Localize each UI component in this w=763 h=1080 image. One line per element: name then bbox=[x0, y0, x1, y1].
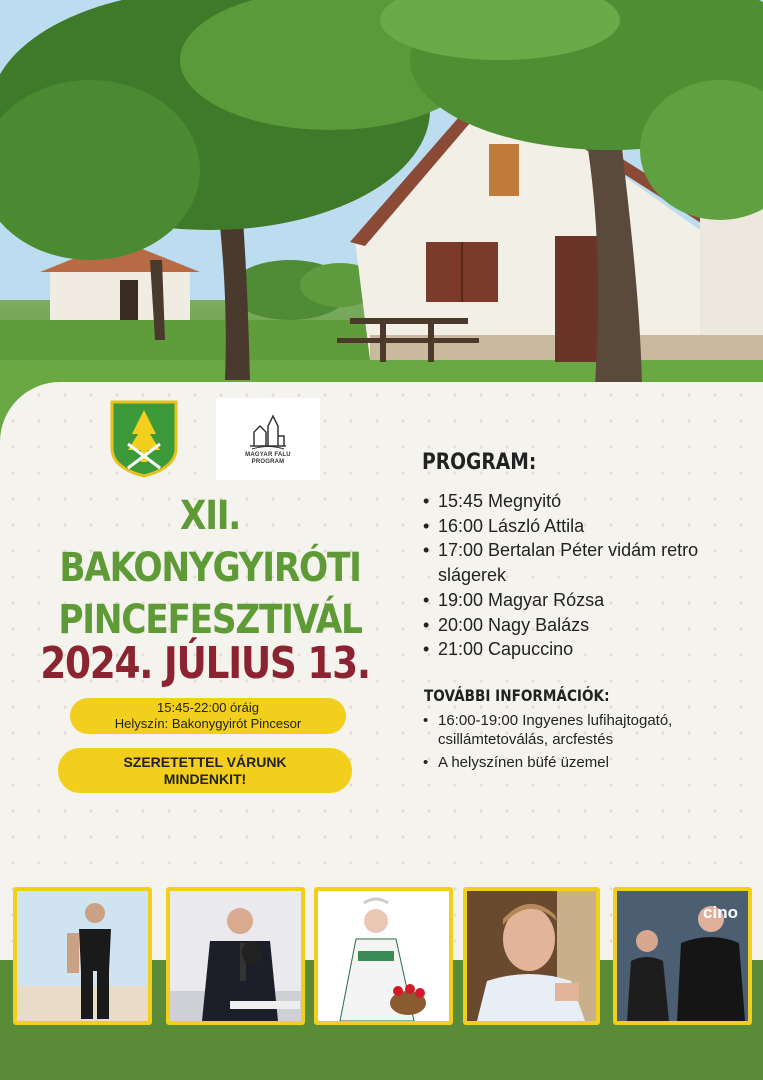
venue-line: Helyszín: Bakonygyirót Pincesor bbox=[114, 716, 302, 731]
time-venue-badge bbox=[70, 698, 346, 734]
mfp-logo-line1: MAGYAR FALU bbox=[245, 452, 291, 458]
info-heading: TOVÁBBI INFORMÁCIÓK: bbox=[424, 686, 610, 705]
village-crest-icon bbox=[110, 400, 178, 478]
title-line2: PINCEFESZTIVÁL bbox=[58, 597, 362, 643]
welcome-line2: MINDENKIT! bbox=[163, 771, 247, 787]
info-list bbox=[422, 711, 742, 776]
performer-photo-3 bbox=[314, 887, 453, 1025]
welcome-line1: SZERETETTEL VÁRUNK bbox=[123, 754, 287, 770]
performer-photo-5 bbox=[613, 887, 752, 1025]
info-item: • 16:00-19:00 Ingyenes lufihajtogató, csillámtetoválás, arcfestés bbox=[422, 711, 742, 749]
performer-photo-1 bbox=[13, 887, 152, 1025]
program-item: • 17:00 Bertalan Péter vidám retro slágerek bbox=[422, 538, 762, 587]
time-line: 15:45-22:00 óráig bbox=[157, 700, 259, 715]
festival-title bbox=[38, 490, 382, 646]
festival-date: 2024. JÚLIUS 13. bbox=[40, 638, 370, 689]
performer-photo-4 bbox=[463, 887, 600, 1025]
magyar-falu-program-logo bbox=[216, 398, 320, 480]
program-item: • 21:00 Capuccino bbox=[422, 637, 762, 662]
program-list bbox=[422, 489, 762, 662]
info-item: • A helyszínen büfé üzemel bbox=[422, 753, 742, 772]
mfp-logo-line2: PROGRAM bbox=[251, 459, 285, 465]
program-item: • 20:00 Nagy Balázs bbox=[422, 613, 762, 638]
hero-photo bbox=[0, 0, 763, 440]
church-icon bbox=[248, 412, 288, 452]
title-line1: XII. BAKONYGYIRÓTI bbox=[59, 493, 361, 591]
program-item: • 15:45 Megnyitó bbox=[422, 489, 762, 514]
program-item: • 16:00 László Attila bbox=[422, 514, 762, 539]
cellar-house-illustration bbox=[0, 0, 763, 440]
program-item: • 19:00 Magyar Rózsa bbox=[422, 588, 762, 613]
program-heading: PROGRAM: bbox=[422, 450, 537, 475]
cino-sign-text: cino bbox=[703, 903, 738, 922]
performer-photo-2 bbox=[166, 887, 305, 1025]
welcome-badge bbox=[58, 748, 352, 793]
